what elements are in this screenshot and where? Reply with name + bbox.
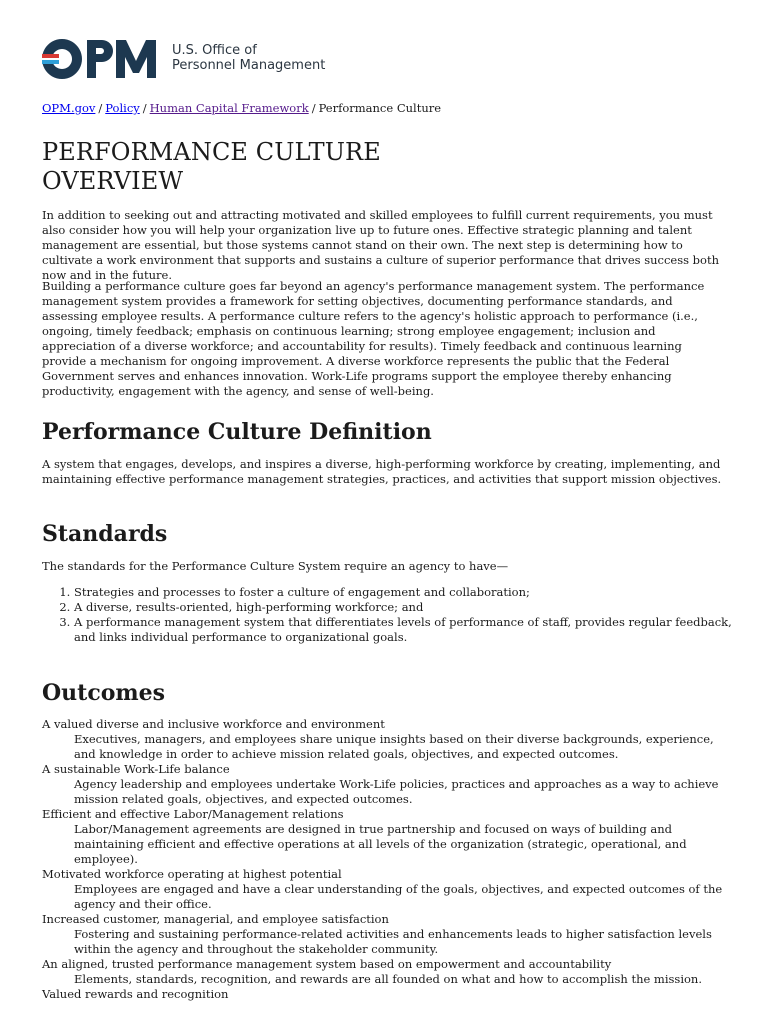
- intro-section-2: [42, 279, 728, 399]
- page-title: [42, 138, 381, 196]
- outcome-term: A sustainable Work-Life balance: [42, 762, 230, 776]
- opm-logo[interactable]: [42, 39, 325, 79]
- outcome-term: Motivated workforce operating at highest potential: [42, 867, 342, 881]
- outcome-term: A valued diverse and inclusive workforce and environment: [42, 717, 385, 731]
- opm-logo-mark: [42, 39, 160, 79]
- page-title-line2: OVERVIEW: [42, 167, 184, 195]
- outcome-description: Executives, managers, and employees share unique insights based on their diverse backgrounds, experience, and knowledge in order to achieve mission related goals, objectives, and expected outcomes.: [74, 732, 714, 761]
- logo-org-line1: U.S. Office of: [172, 43, 257, 59]
- intro-section: [42, 208, 728, 283]
- breadcrumb-separator: /: [142, 101, 147, 115]
- breadcrumb-separator: /: [98, 101, 103, 115]
- breadcrumb-link-policy[interactable]: Policy: [105, 101, 140, 115]
- standards-item: 1. Strategies and processes to foster a culture of engagement and collaboration;: [74, 585, 734, 600]
- standards-list: [42, 585, 734, 645]
- breadcrumb-link-opm[interactable]: OPM.gov: [42, 101, 96, 115]
- outcome-term: An aligned, trusted performance management system based on empowerment and accountability: [42, 957, 612, 971]
- breadcrumb: [42, 101, 441, 115]
- outcome-term: Valued rewards and recognition: [42, 987, 229, 1001]
- intro-paragraph-2: Building a performance culture goes far beyond an agency's performance management system. The performance management system provides a framework for setting objectives, documenting performance standards, and assessing employee results. A performance culture refers to the agency's holistic approach to performance (i.e., ongoing, timely feedback; emphasis on continuous learning; strong employee engagement; inclusion and appreciation of a diverse workforce; and accountability for results). Timely feedback and continuous learning provide a mechanism for ongoing improvement. A diverse workforce represents the public that the Federal Government serves and enhances innovation. Work-Life programs support the employee thereby enhancing productivity, engagement with the agency, and sense of well-being.: [42, 279, 705, 398]
- outcome-term: Increased customer, managerial, and employee satisfaction: [42, 912, 389, 926]
- outcome-term: Efficient and effective Labor/Management relations: [42, 807, 344, 821]
- definition-heading: Performance Culture Definition: [42, 419, 432, 445]
- intro-paragraph-1: In addition to seeking out and attracting motivated and skilled employees to fulfill current requirements, you must also consider how you will help your organization live up to future ones. Effective strategic planning and talent management are essential, but those systems cannot stand on their own. The next step is determining how to cultivate a work environment that supports and sustains a culture of superior performance that drives success both now and in the future.: [42, 208, 719, 282]
- outcome-description: Elements, standards, recognition, and rewards are all founded on what and how to accomplish the mission.: [74, 972, 702, 986]
- definition-section: [42, 457, 728, 487]
- standards-heading: Standards: [42, 521, 168, 547]
- outcomes-heading: Outcomes: [42, 680, 166, 706]
- breadcrumb-current: Performance Culture: [318, 101, 442, 115]
- outcome-description: Labor/Management agreements are designed in true partnership and focused on ways of building and maintaining efficient and effective operations at all levels of the organization (strategic, operational, and employee).: [74, 822, 687, 866]
- breadcrumb-link-human-capital-framework[interactable]: Human Capital Framework: [149, 101, 309, 115]
- breadcrumb-separator: /: [311, 101, 316, 115]
- standards-item: 2. A diverse, results-oriented, high-performing workforce; and: [74, 600, 734, 615]
- outcome-description: Fostering and sustaining performance-related activities and enhancements leads to higher satisfaction levels within the agency and throughout the stakeholder community.: [74, 927, 712, 956]
- definition-text: A system that engages, develops, and inspires a diverse, high-performing workforce by creating, implementing, and maintaining effective performance management strategies, practices, and activities that support mission objectives.: [42, 457, 722, 486]
- standards-intro: The standards for the Performance Culture System require an agency to have—: [42, 559, 509, 573]
- outcomes-list: [42, 717, 728, 1002]
- logo-org-name: [172, 44, 325, 74]
- standards-intro-section: [42, 559, 728, 574]
- outcome-description: Employees are engaged and have a clear understanding of the goals, objectives, and expected outcomes of the agency and their office.: [74, 882, 723, 911]
- logo-org-line2: Personnel Management: [172, 58, 326, 73]
- page-title-line1: PERFORMANCE CULTURE: [42, 138, 381, 166]
- standards-item: 3. A performance management system that differentiates levels of performance of staff, provides regular feedback, and links individual performance to organizational goals.: [74, 615, 734, 645]
- outcome-description: Agency leadership and employees undertake Work-Life policies, practices and approaches as a way to achieve mission related goals, objectives, and expected outcomes.: [74, 777, 719, 806]
